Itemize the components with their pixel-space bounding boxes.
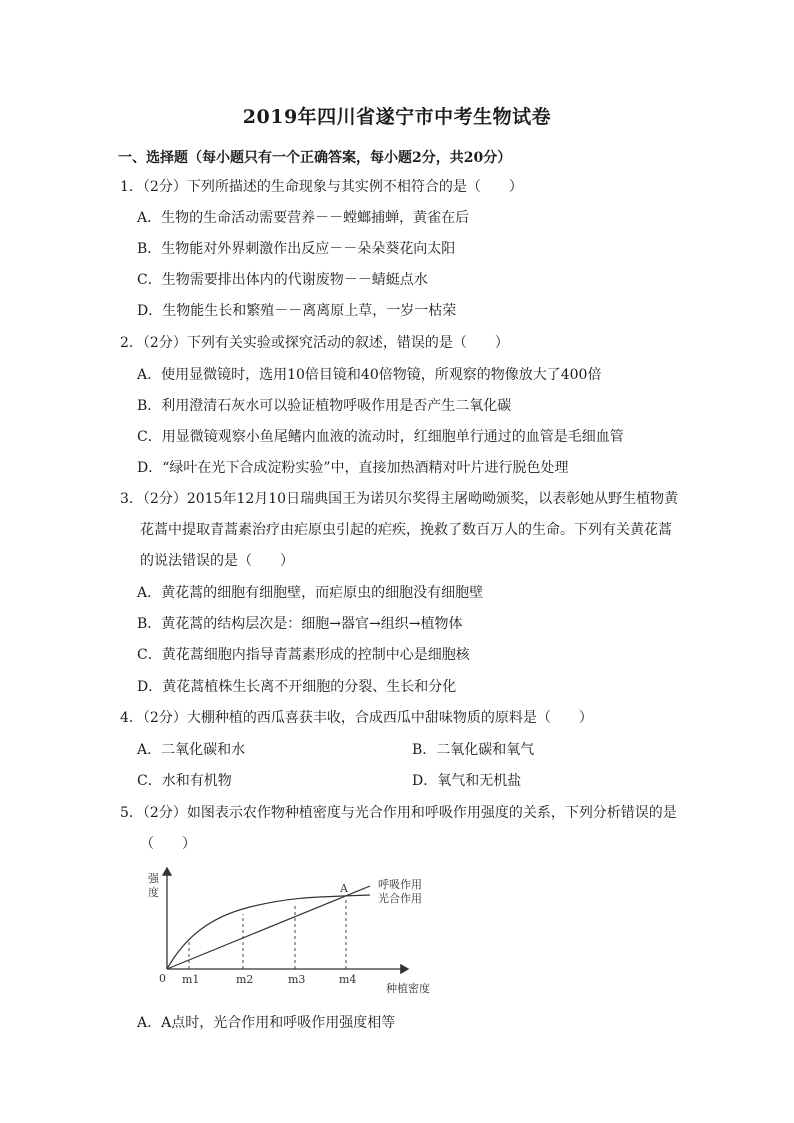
tick-m3: m3: [288, 973, 306, 986]
question-3-option-b: B．黄花蒿的结构层次是：细胞→器官→组织→植物体: [137, 616, 463, 632]
legend-photosynthesis: 光合作用: [378, 892, 422, 905]
question-3-stem-line-3: 的说法错误的是（ ）: [140, 553, 294, 569]
paper-title: 2019年四川省遂宁市中考生物试卷: [242, 106, 552, 128]
question-3-option-a: A．黄花蒿的细胞有细胞壁，而疟原虫的细胞没有细胞壁: [137, 585, 484, 601]
photosynthesis-curve: [167, 895, 370, 969]
question-5-stem-line-1: 5．（2分）如图表示农作物种植密度与光合作用和呼吸作用强度的关系，下列分析错误的是: [120, 805, 677, 821]
question-1-stem: 1．（2分）下列所描述的生命现象与其实例不相符合的是（ ）: [120, 179, 523, 195]
question-5-stem-line-2: （ ）: [140, 836, 196, 852]
question-4-option-d: D．氧气和无机盐: [412, 773, 522, 789]
question-4-option-a: A．二氧化碳和水: [137, 742, 246, 758]
legend-respiration: 呼吸作用: [378, 878, 422, 891]
question-2-option-d: D．“绿叶在光下合成淀粉实验”中，直接加热酒精对叶片进行脱色处理: [137, 460, 569, 476]
respiration-line: [167, 886, 370, 969]
question-2-option-a: A．使用显微镜时，选用10倍目镜和40倍物镜，所观察的物像放大了400倍: [137, 367, 602, 383]
origin-label: 0: [159, 972, 166, 985]
question-1-option-b: B．生物能对外界刺激作出反应－－朵朵葵花向太阳: [137, 241, 456, 257]
question-5-option-a: A．A点时，光合作用和呼吸作用强度相等: [137, 1015, 396, 1031]
question-4-stem: 4．（2分）大棚种植的西瓜喜获丰收，合成西瓜中甜味物质的原料是（ ）: [120, 710, 593, 726]
question-2-option-b: B．利用澄清石灰水可以验证植物呼吸作用是否产生二氧化碳: [137, 398, 512, 414]
point-a-label: A: [340, 882, 348, 895]
section-heading: 一、选择题（每小题只有一个正确答案，每小题2分，共20分）: [118, 150, 512, 166]
question-4-option-b: B．二氧化碳和氧气: [412, 742, 535, 758]
question-3-option-c: C．黄花蒿细胞内指导青蒿素形成的控制中心是细胞核: [137, 647, 470, 663]
y-axis-label: 强 度: [148, 872, 159, 899]
tick-m1: m1: [182, 973, 200, 986]
question-1-option-a: A．生物的生命活动需要营养－－螳螂捕蝉，黄雀在后: [137, 210, 470, 226]
tick-m4: m4: [339, 973, 357, 986]
density-intensity-diagram: [120, 862, 460, 1002]
x-axis-label: 种植密度: [386, 982, 430, 995]
question-2-option-c: C．用显微镜观察小鱼尾鳍内血液的流动时，红细胞单行通过的血管是毛细血管: [137, 429, 624, 445]
question-2-stem: 2．（2分）下列有关实验或探究活动的叙述，错误的是（ ）: [120, 335, 509, 351]
question-3-stem-line-2: 花蒿中提取青蒿素治疗由疟原虫引起的疟疾，挽救了数百万人的生命。下列有关黄花蒿: [140, 522, 672, 538]
question-1-option-d: D．生物能生长和繁殖－－离离原上草，一岁一枯荣: [137, 303, 457, 319]
question-4-option-c: C．水和有机物: [137, 773, 232, 789]
question-1-option-c: C．生物需要排出体内的代谢废物－－蜻蜓点水: [137, 272, 428, 288]
question-3-option-d: D．黄花蒿植株生长离不开细胞的分裂、生长和分化: [137, 679, 457, 695]
question-3-stem-line-1: 3．（2分）2015年12月10日瑞典国王为诺贝尔奖得主屠呦呦颁奖，以表彰她从野生植物黄: [120, 491, 679, 507]
tick-m2: m2: [236, 973, 254, 986]
